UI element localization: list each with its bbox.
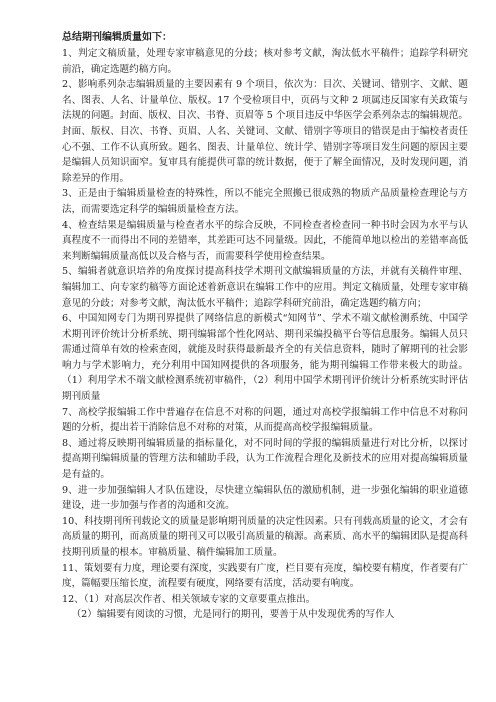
paragraph-12-sub-2: （2）编辑要有阅读的习惯，尤是同行的期刊，要善于从中发现优秀的写作人 bbox=[71, 609, 395, 621]
paragraph-6: 6、中国知网专门为期刊界提供了网络信息的新模式“知网节”、学术不端文献检测系统、中国学术期刊评价统计分析系统、期刊编辑部个性化网站、期刊采编投稿平台等信息服务。编辑人员只需通过简单有效的检索查阅，就能及时获得最新最齐全的有关信息资料，随时了解期刊的社会影响力与学术影响力，充分利用中国知网提供的各项服务，能为期刊编辑工作带来极大的助益。（1）利用学术不端文献检测系统初审稿件，（2）利用中国学术期刊评价统计分析系统实时评估期刊质量 bbox=[62, 313, 468, 403]
paragraph-4: 4、检查结果是编辑质量与检查者水平的综合反映，不同检查者检查同一种书时会因为水平与认真程度不一而得出不同的差错率，其差距可达不同量级。因此，不能简单地以检出的差错率高低来判断编辑质量高低以及合格与否，而需要科学使用检查结果。 bbox=[62, 219, 468, 262]
paragraph-1: 1、判定文稿质量，处理专家审稿意见的分歧；核对参考文献，淘汰低水平稿件；追踪学科研究前沿，确定选题约稿方向。 bbox=[62, 48, 468, 75]
document-title: 总结期刊编辑质量如下： bbox=[62, 32, 172, 43]
paragraph-5: 5、编辑者就意识培养的角度探讨提高科技学术期刊文献编辑质量的方法，并就有关稿件审理、编辑加工、向专家约稿等方面论述着新意识在编辑工作中的应用。判定文稿质量，处理专家审稿意见的分歧；对参考文献，淘汰低水平稿件；追踪学科研究前沿，确定选题约稿方向； bbox=[62, 266, 468, 309]
paragraph-10: 10、科技期刊所刊载论文的质量是影响期刊质量的决定性因素。只有刊载高质量的论文，才会有高质量的期刊，而高质量的期刊又可以吸引高质量的稿源。高素质、高水平的编辑团队是提高科技期刊质量的根本。审稿质量、稿件编辑加工质量。 bbox=[62, 515, 468, 558]
paragraph-8: 8、通过将反映期刊编辑质量的指标量化，对不同时间的学报的编辑质量进行对比分析，以探讨提高期刊编辑质量的管理方法和辅助手段，认为工作流程合理化及新技术的应用对提高编辑质量是有益的。 bbox=[62, 437, 468, 481]
paragraph-9: 9、进一步加强编辑人才队伍建设，尽快建立编辑队伍的激励机制，进一步强化编辑的职业道德建设，进一步加强与作者的沟通和交流。 bbox=[62, 484, 468, 512]
paragraph-12: 12、（1）对高层次作者、相关领域专家的文章要重点推出。 bbox=[62, 593, 316, 605]
paragraph-7: 7、高校学报编辑工作中普遍存在信息不对称的问题，通过对高校学报编辑工作中信息不对称问题的分析，提出若干消除信息不对称的对策，从而提高高校学报编辑质量。 bbox=[62, 406, 468, 434]
paragraph-3: 3、正是由于编辑质量检查的特殊性，所以不能完全照搬已很成熟的物质产品质量检查理论与方法，而需要选定科学的编辑质量检查方法。 bbox=[62, 188, 468, 215]
paragraph-2: 2、影响系列杂志编辑质量的主要因素有 9 个项目，依次为：目次、关键词、错别字、文献、题名、图表、人名、计量单位、版权。17 个受检项目中，页码与文种 2 项属违反国家有关政策与法规的问题。封面、版权、目次、书脊、页眉等 5 个项目违反中华医学会系列杂志的编辑规范。封面、版权、目次、书脊、页眉、人名、关键词、文献、错别字等项目的错误是由于编校者责任心不强、工作不认真所致。题名、图表、计量单位、统计学、错别字等项目发生问题的原因主要是编辑人员知识面窄。复审具有能提供可靠的统计数据，便于了解全面情况，及时发现问题，消除差异的作用。 bbox=[62, 79, 468, 184]
paragraph-11: 11、策划要有力度，理论要有深度，实践要有广度，栏目要有亮度，编校要有精度，作者要有广度，篇幅要压缩长度，流程要有硬度，网络要有活度，活动要有响度。 bbox=[62, 562, 468, 590]
